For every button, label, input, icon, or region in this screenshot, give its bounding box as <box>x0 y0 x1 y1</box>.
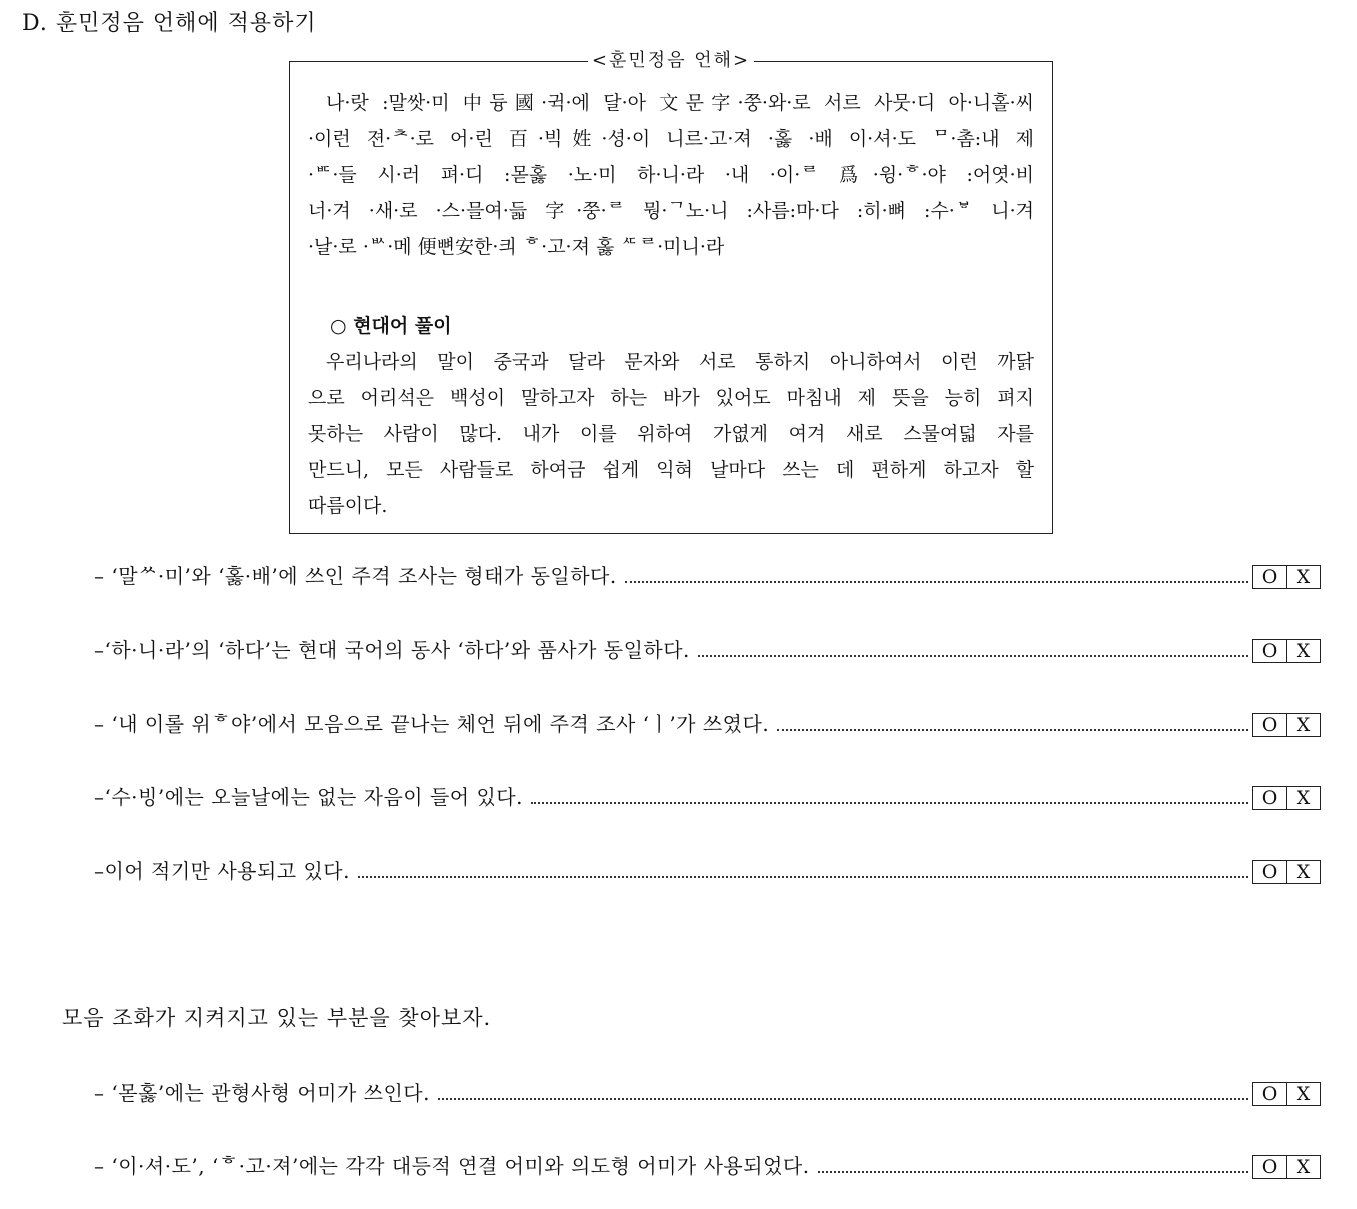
section-title: D. 훈민정음 언해에 적용하기 <box>22 11 317 36</box>
leader-dots <box>438 1097 1248 1100</box>
leader-dots <box>698 654 1248 657</box>
ox-answer-box <box>1252 639 1321 663</box>
leader-dots <box>777 728 1248 731</box>
ox-answer-box <box>1252 565 1321 589</box>
o-option[interactable]: O <box>1261 566 1278 588</box>
o-option[interactable]: O <box>1261 787 1278 809</box>
passage-title: <훈민정음 언해> <box>290 50 1052 72</box>
original-line: 너·겨 ·새·로 ·스·믈여·듧 字·쭝·ᄅ 뭥·ᄀ노·니 :사름:마·다 :히·뼈 :수·ᄫ 니·겨 <box>308 200 1034 222</box>
question-text: –이어 적기만 사용되고 있다. <box>94 859 350 883</box>
question-text: –‘수·빙’에는 오늘날에는 없는 자음이 들어 있다. <box>94 785 523 809</box>
question-row <box>94 634 1321 664</box>
exercise-prompt: 모음 조화가 지켜지고 있는 부분을 찾아보자. <box>62 1006 492 1030</box>
leader-dots <box>625 580 1248 583</box>
modern-translation-heading: ○ 현대어 풀이 <box>330 315 452 337</box>
leader-dots <box>531 801 1248 804</box>
original-line: ·ᄠ·들 시·러 펴·디 :몯홇 ·노·미 하·니·라 ·내 ·이·ᄅ 爲·윙·ᄒ·야 :어엿·비 <box>308 164 1034 186</box>
question-text: – ‘내 이롤 위ᄒ야’에서 모음으로 끝나는 체언 뒤에 주격 조사 ‘ㅣ’가 쓰였다. <box>94 712 770 736</box>
modern-line: 우리나라의 말이 중국과 달라 문자와 서로 통하지 아니하여서 이런 까닭 <box>326 351 1034 373</box>
ox-answer-box <box>1252 1155 1321 1179</box>
x-option[interactable]: X <box>1286 1156 1320 1178</box>
o-option[interactable]: O <box>1261 1083 1278 1105</box>
question-text: – ‘몯홇’에는 관형사형 어미가 쓰인다. <box>94 1081 430 1105</box>
question-row <box>94 855 1321 885</box>
x-option[interactable]: X <box>1286 640 1320 662</box>
ox-answer-box <box>1252 860 1321 884</box>
passage-box <box>289 50 1053 534</box>
question-row <box>94 708 1321 738</box>
ox-answer-box <box>1252 713 1321 737</box>
x-option[interactable]: X <box>1286 566 1320 588</box>
leader-dots <box>358 875 1248 878</box>
question-text: – ‘이·셔·도’, ‘ᄒ·고·져’에는 각각 대등적 연결 어미와 의도형 어미가 사용되었다. <box>94 1154 810 1178</box>
question-text: –‘하·니·라’의 ‘하다’는 현대 국어의 동사 ‘하다’와 품사가 동일하다. <box>94 638 690 662</box>
x-option[interactable]: X <box>1286 787 1320 809</box>
question-row <box>94 781 1321 811</box>
o-option[interactable]: O <box>1261 1156 1278 1178</box>
ox-answer-box <box>1252 1082 1321 1106</box>
question-row <box>94 560 1321 590</box>
modern-line: 만드니, 모든 사람들로 하여금 쉽게 익혀 날마다 쓰는 데 편하게 하고자 할 <box>308 459 1034 481</box>
original-line: ·날·로 ·ᄡ·메 便뼌安한·킈 ᄒ·고·져 홇 ᄯᄅ·미니·라 <box>308 236 725 258</box>
o-option[interactable]: O <box>1261 714 1278 736</box>
modern-line: 따름이다. <box>308 495 388 517</box>
x-option[interactable]: X <box>1286 1083 1320 1105</box>
question-text: – ‘말ᄊ·미’와 ‘홇·배’에 쓰인 주격 조사는 형태가 동일하다. <box>94 564 617 588</box>
modern-line: 못하는 사람이 많다. 내가 이를 위하여 가엾게 여겨 새로 스물여덟 자를 <box>308 423 1034 445</box>
x-option[interactable]: X <box>1286 714 1320 736</box>
o-option[interactable]: O <box>1261 861 1278 883</box>
question-row <box>94 1150 1321 1180</box>
leader-dots <box>818 1170 1248 1173</box>
ox-answer-box <box>1252 786 1321 810</box>
modern-line: 으로 어리석은 백성이 말하고자 하는 바가 있어도 마침내 제 뜻을 능히 펴지 <box>308 387 1034 409</box>
question-row <box>94 1077 1321 1107</box>
o-option[interactable]: O <box>1261 640 1278 662</box>
original-line: 나·랏 :말쌋·미 中듕國·귁·에 달·아 文문字·쭝·와·로 서르 사뭇·디 아·니홀·씨 <box>326 92 1034 114</box>
x-option[interactable]: X <box>1286 861 1320 883</box>
original-line: ·이런 젼·ᄎ·로 어·린 百·빅姓·셩·이 니르·고·져 ·홇 ·배 이·셔·도 ᄆ·촘:내 제 <box>308 128 1034 150</box>
